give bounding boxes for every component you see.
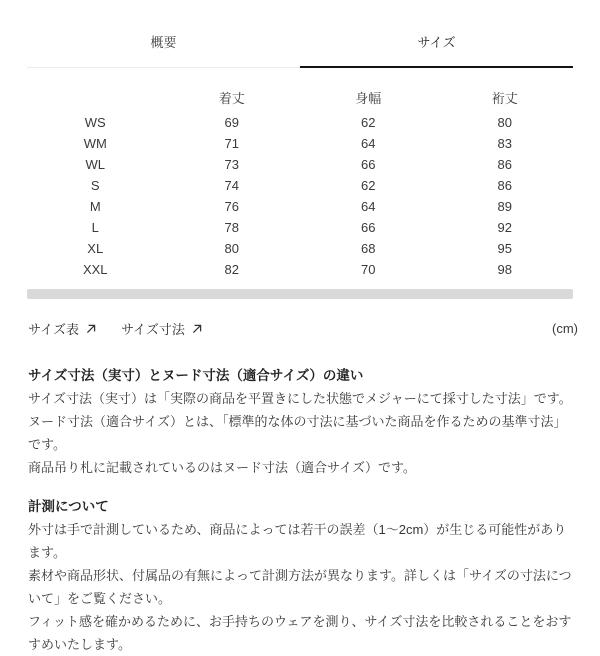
header-length: 着丈 bbox=[218, 90, 245, 106]
table-row bbox=[27, 259, 573, 280]
size-table bbox=[27, 84, 573, 280]
table-row bbox=[27, 154, 573, 175]
size-chart-link[interactable] bbox=[28, 319, 97, 338]
size-chart-link-label: サイズ表 bbox=[28, 322, 79, 337]
cell-value: 80 bbox=[224, 241, 239, 256]
cell-value: 98 bbox=[497, 262, 512, 277]
cell-value: 66 bbox=[361, 157, 376, 172]
table-row bbox=[27, 217, 573, 238]
cell-value: 83 bbox=[497, 136, 512, 151]
cell-value: 70 bbox=[361, 262, 376, 277]
size-measurements-link-label: サイズ寸法 bbox=[120, 322, 185, 337]
section-heading: 計測について bbox=[28, 499, 109, 514]
section-paragraph: フィット感を確かめるために、お手持ちのウェアを測り、サイズ寸法を比較されることをおすすめいたします。 bbox=[28, 614, 572, 652]
cell-value: 95 bbox=[497, 241, 512, 256]
size-measurements-link[interactable] bbox=[121, 319, 203, 338]
size-label: S bbox=[90, 178, 100, 193]
header-sleeve-length: 裄丈 bbox=[491, 90, 518, 106]
tab-bar bbox=[27, 24, 573, 68]
info-sections bbox=[28, 364, 578, 656]
horizontal-scrollbar[interactable] bbox=[27, 289, 573, 299]
table-row bbox=[27, 175, 573, 196]
size-label: WL bbox=[85, 157, 105, 172]
cell-value: 82 bbox=[224, 262, 239, 277]
size-label: WM bbox=[83, 136, 107, 151]
section-paragraph: 外寸は手で計測しているため、商品によっては若干の誤差（1〜2cm）が生じる可能性があります。 bbox=[28, 522, 567, 560]
external-link-icon bbox=[191, 323, 203, 335]
cell-value: 64 bbox=[361, 199, 376, 214]
cell-value: 78 bbox=[224, 220, 239, 235]
cell-value: 89 bbox=[497, 199, 512, 214]
cell-value: 66 bbox=[361, 220, 376, 235]
size-label: XXL bbox=[82, 262, 108, 277]
table-row bbox=[27, 196, 573, 217]
size-label: M bbox=[89, 199, 101, 214]
links-row bbox=[28, 319, 578, 338]
size-label: L bbox=[91, 220, 99, 235]
cell-value: 71 bbox=[224, 136, 239, 151]
tab-overview[interactable]: 概要 bbox=[27, 24, 300, 68]
cell-value: 92 bbox=[497, 220, 512, 235]
cell-value: 86 bbox=[497, 157, 512, 172]
section-paragraph: ヌード寸法（適合サイズ）とは、「標準的な体の寸法に基づいた商品を作るための基準寸法」です。 bbox=[28, 414, 567, 452]
header-body-width: 身幅 bbox=[355, 90, 382, 106]
section-size-vs-nude bbox=[28, 364, 578, 479]
table-row bbox=[27, 238, 573, 259]
section-paragraph: サイズ寸法（実寸）は「実際の商品を平置きにした状態でメジャーにて採寸した寸法」です。 bbox=[28, 391, 572, 406]
cell-value: 73 bbox=[224, 157, 239, 172]
size-label: XL bbox=[87, 241, 104, 256]
section-paragraph: 商品吊り札に記載されているのはヌード寸法（適合サイズ）です。 bbox=[28, 460, 416, 475]
section-heading: サイズ寸法（実寸）とヌード寸法（適合サイズ）の違い bbox=[28, 368, 364, 383]
table-header-row bbox=[27, 84, 573, 110]
external-link-icon bbox=[85, 323, 97, 335]
section-measurement bbox=[28, 495, 578, 656]
unit-label: (cm) bbox=[552, 321, 578, 336]
cell-value: 76 bbox=[224, 199, 239, 214]
table-row bbox=[27, 112, 573, 133]
cell-value: 80 bbox=[497, 115, 512, 130]
cell-value: 68 bbox=[361, 241, 376, 256]
size-label: WS bbox=[84, 115, 106, 130]
cell-value: 86 bbox=[497, 178, 512, 193]
cell-value: 62 bbox=[361, 178, 376, 193]
section-paragraph: 素材や商品形状、付属品の有無によって計測方法が異なります。詳しくは「サイズの寸法について」をご覧ください。 bbox=[28, 568, 572, 606]
cell-value: 64 bbox=[361, 136, 376, 151]
tab-size[interactable]: サイズ bbox=[300, 24, 573, 68]
cell-value: 69 bbox=[224, 115, 239, 130]
table-row bbox=[27, 133, 573, 154]
cell-value: 74 bbox=[224, 178, 239, 193]
cell-value: 62 bbox=[361, 115, 376, 130]
